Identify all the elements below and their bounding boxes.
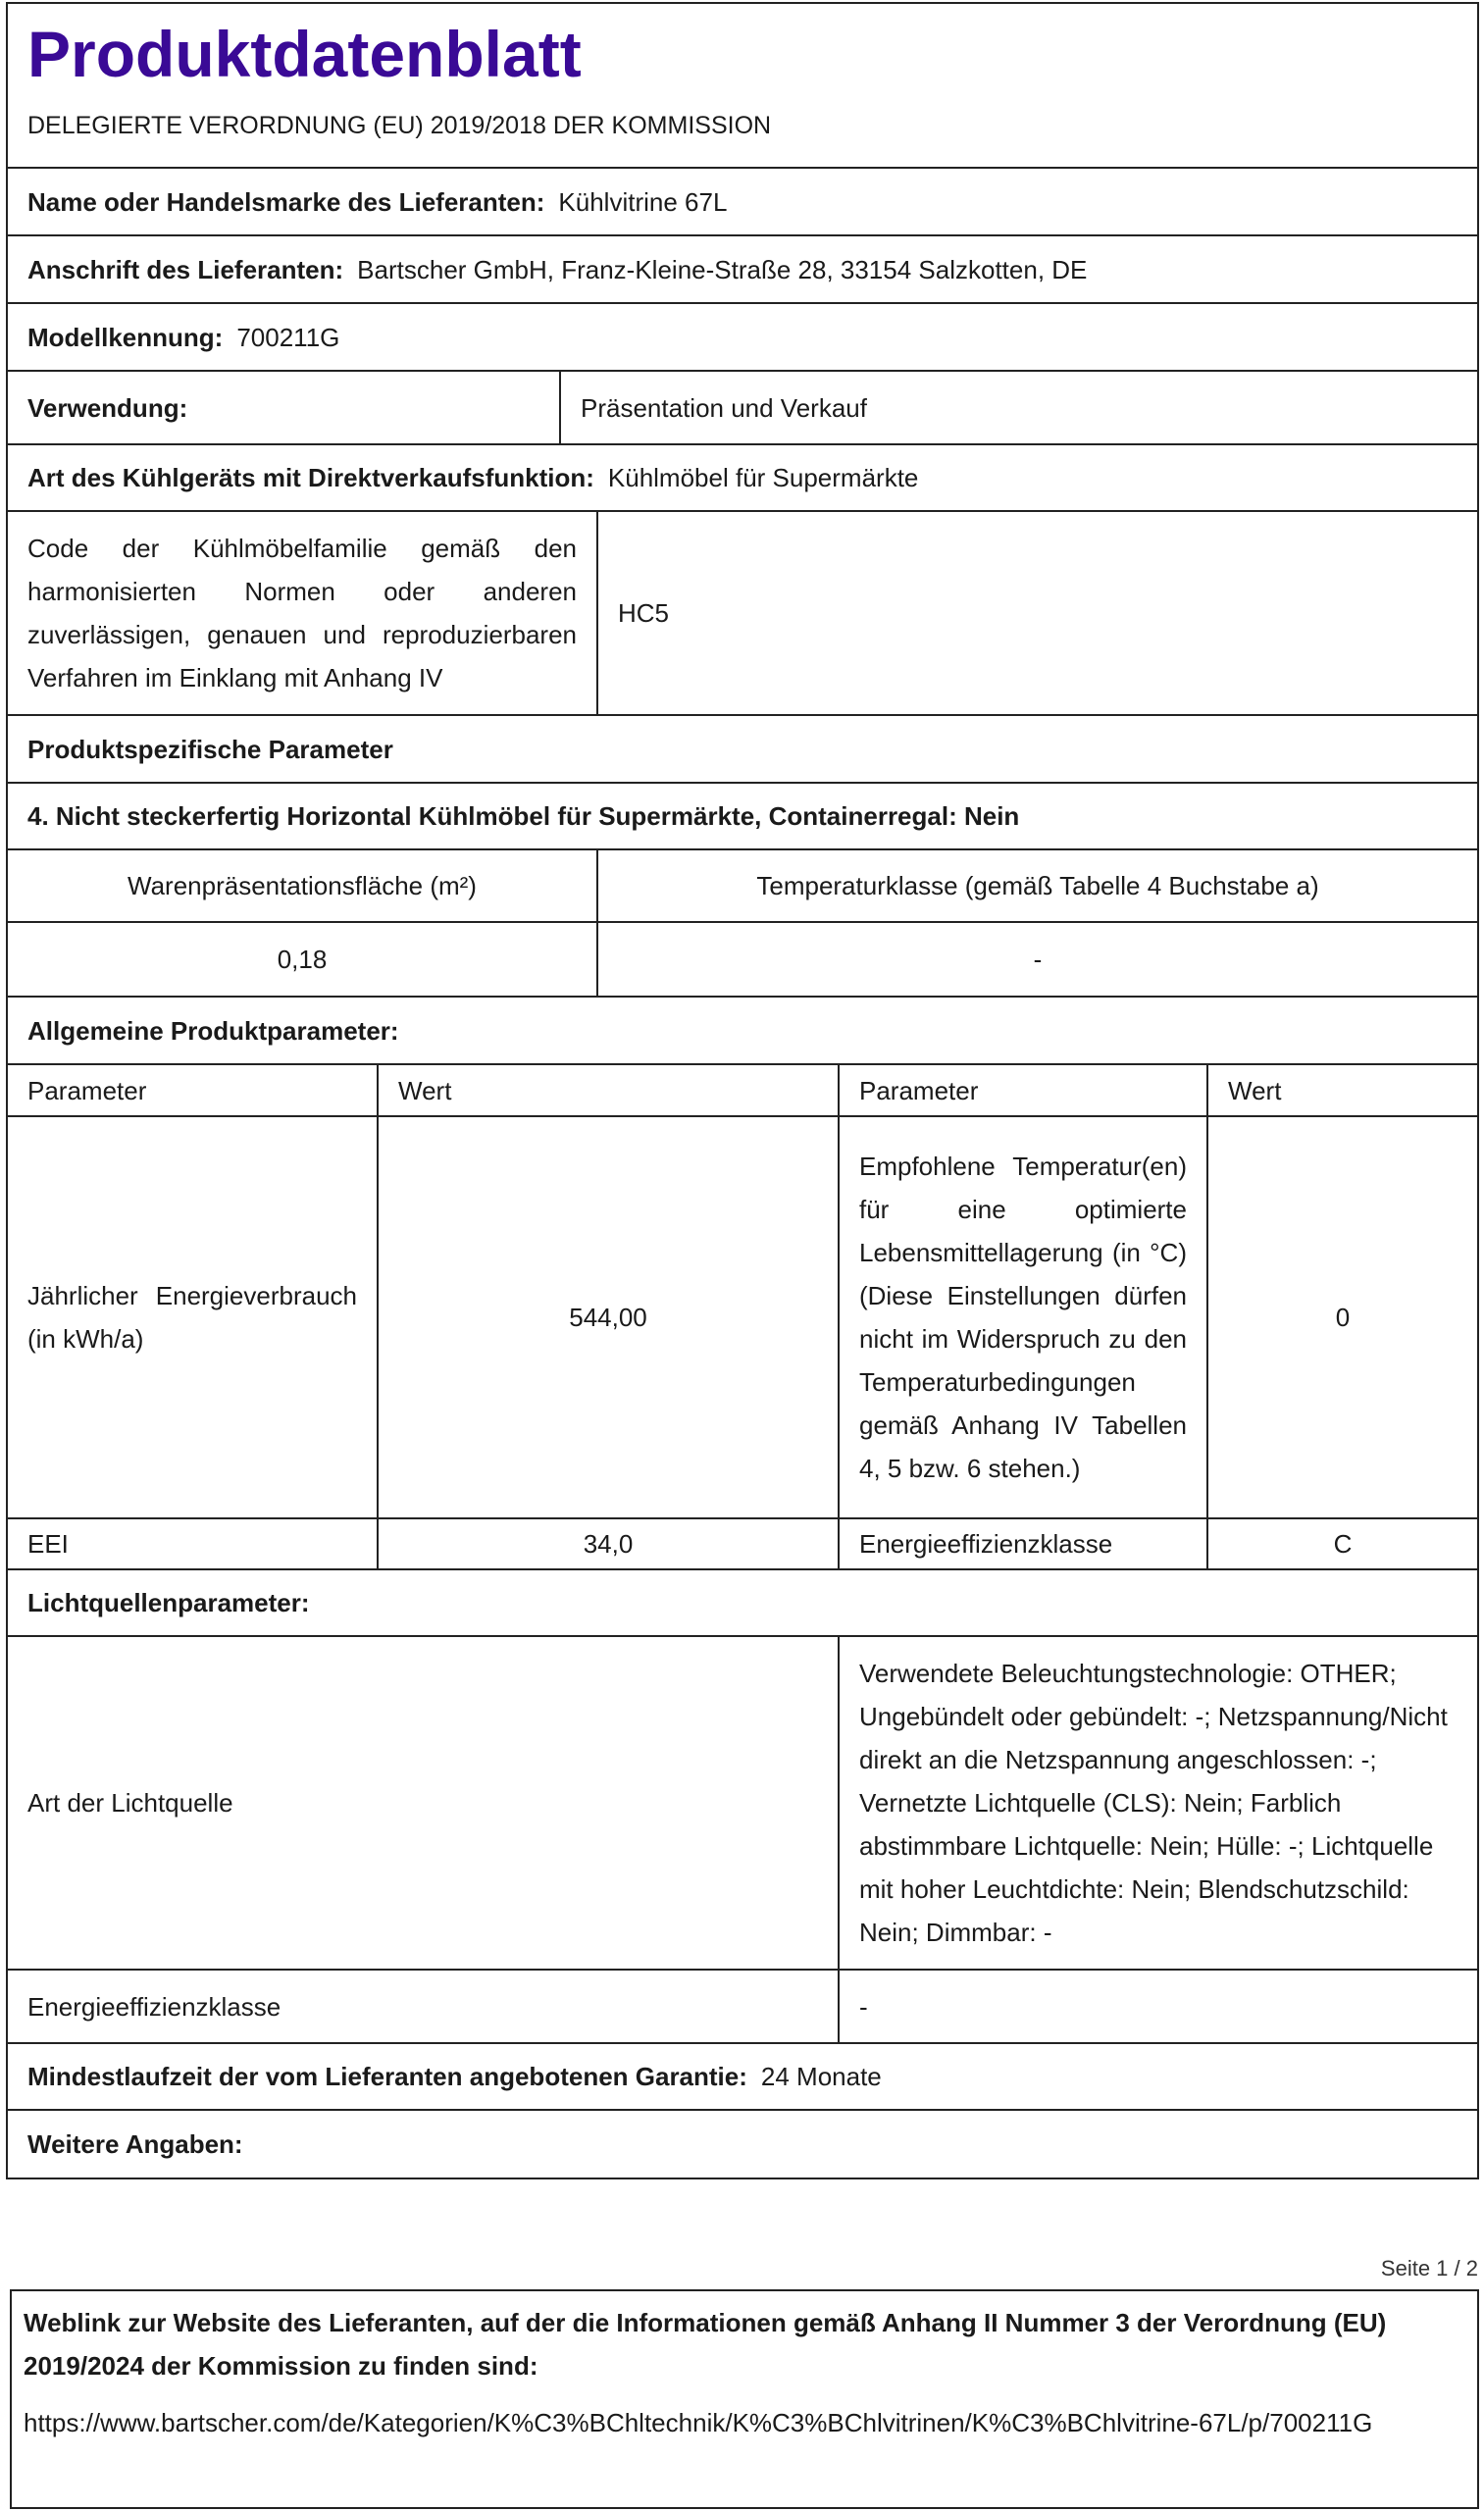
energy-class-value: C: [1206, 1519, 1477, 1568]
product-specific-value-row: [8, 923, 1477, 998]
general-params-heading: Allgemeine Produktparameter:: [27, 1015, 399, 1046]
light-source-class-row: [8, 1971, 1477, 2044]
product-datasheet: [6, 2, 1479, 2179]
weblink-url[interactable]: https://www.bartscher.com/de/Kategorien/K%C3%BChltechnik/K%C3%BChlvitrinen/K%C3%BChlvitrine-67L/p/700211G: [24, 2408, 1373, 2437]
family-code-label: Code der Kühlmöbelfamilie gemäß den harmonisierten Normen oder anderen zuverlässigen, genauen und reproduzierbaren Verfahren im Einklang mit Anhang IV: [27, 534, 577, 692]
light-source-type-label: Art der Lichtquelle: [27, 1788, 233, 1818]
value-header-2: Wert: [1206, 1065, 1477, 1115]
appliance-type-label: Art des Kühlgeräts mit Direktverkaufsfunktion:: [27, 463, 594, 492]
table-row: [8, 1117, 1477, 1519]
additional-info-row: [8, 2111, 1477, 2179]
model-row: [8, 304, 1477, 372]
family-code-row: [8, 512, 1477, 716]
display-area-header: Warenpräsentationsfläche (m²): [128, 871, 477, 900]
temperature-class-value: -: [596, 923, 1477, 996]
param-header-2: Parameter: [838, 1065, 1206, 1115]
recommended-temperature-value: 0: [1206, 1117, 1477, 1517]
light-source-heading: Lichtquellenparameter:: [27, 1588, 310, 1617]
additional-info-label: Weitere Angaben:: [27, 2129, 243, 2159]
weblink-box: [10, 2289, 1479, 2509]
value-header-1: Wert: [377, 1065, 838, 1115]
usage-row: [8, 372, 1477, 445]
warranty-label: Mindestlaufzeit der vom Lieferanten angebotenen Garantie:: [27, 2062, 747, 2091]
supplier-name-value: Kühlvitrine 67L: [558, 186, 728, 217]
title-section: [8, 4, 1477, 169]
usage-label: Verwendung:: [27, 392, 188, 423]
general-params-header-row: [8, 1065, 1477, 1117]
supplier-address-value: Bartscher GmbH, Franz-Kleine-Straße 28, 33154 Salzkotten, DE: [357, 254, 1088, 284]
product-category: 4. Nicht steckerfertig Horizontal Kühlmöbel für Supermärkte, Containerregal: Nein: [27, 801, 1020, 831]
appliance-type-row: [8, 445, 1477, 512]
model-value: 700211G: [236, 322, 340, 352]
model-label: Modellkennung:: [27, 322, 224, 352]
appliance-type-value: Kühlmöbel für Supermärkte: [607, 463, 919, 492]
supplier-name-label: Name oder Handelsmarke des Lieferanten:: [27, 186, 545, 217]
product-specific-header-row: [8, 850, 1477, 923]
energy-class-label: Energieeffizienzklasse: [838, 1519, 1206, 1568]
energy-consumption-label: Jährlicher Energieverbrauch (in kWh/a): [27, 1281, 357, 1354]
supplier-address-row: [8, 236, 1477, 304]
product-specific-heading-row: [8, 716, 1477, 784]
page-number: Seite 1 / 2: [1380, 2256, 1478, 2280]
light-source-class-value: -: [838, 1971, 1477, 2042]
supplier-name-row: [8, 169, 1477, 236]
family-code-value: HC5: [596, 512, 1477, 714]
weblink-heading: Weblink zur Website des Lieferanten, auf der die Informationen gemäß Anhang II Nummer 3 der Verordnung (EU) 2019/2024 der Kommission zu finden sind:: [24, 2308, 1387, 2381]
recommended-temperature-label: Empfohlene Temperatur(en) für eine optimierte Lebensmittellagerung (in °C) (Diese Einstellungen dürfen nicht im Widerspruch zu den Temperaturbedingungen gemäß Anhang IV Tabellen 4, 5 bzw. 6 stehen.): [859, 1152, 1187, 1483]
light-source-heading-row: [8, 1570, 1477, 1637]
general-params-heading-row: [8, 998, 1477, 1065]
table-row: [8, 1519, 1477, 1570]
energy-consumption-value: 544,00: [377, 1117, 838, 1517]
eei-value: 34,0: [377, 1519, 838, 1568]
page-title: Produktdatenblatt: [27, 18, 582, 90]
warranty-value: 24 Monate: [760, 2062, 882, 2091]
temperature-class-header: Temperaturklasse (gemäß Tabelle 4 Buchstabe a): [596, 850, 1477, 921]
light-source-class-label: Energieeffizienzklasse: [27, 1991, 281, 2022]
product-specific-heading: Produktspezifische Parameter: [27, 734, 393, 764]
light-source-type-value: Verwendete Beleuchtungstechnologie: OTHER; Ungebündelt oder gebündelt: -; Netzspannung/Nicht direkt an die Netzspannung angeschlossen: -; Vernetzte Lichtquelle (CLS): Nein; Farblich abstimmbare Lichtquelle: Nein; Hülle: -; Lichtquelle mit hoher Leuchtdichte: Nein; Blendschutzschild: Nein; Dimmbar: -: [859, 1659, 1448, 1947]
param-header-1: Parameter: [27, 1075, 147, 1105]
supplier-address-label: Anschrift des Lieferanten:: [27, 254, 344, 284]
regulation-subtitle: DELEGIERTE VERORDNUNG (EU) 2019/2018 DER KOMMISSION: [27, 112, 772, 139]
light-source-type-row: [8, 1637, 1477, 1971]
product-category-row: [8, 784, 1477, 850]
eei-label: EEI: [27, 1529, 69, 1559]
usage-value: Präsentation und Verkauf: [559, 372, 1477, 443]
display-area-value: 0,18: [277, 945, 328, 974]
warranty-row: [8, 2044, 1477, 2111]
